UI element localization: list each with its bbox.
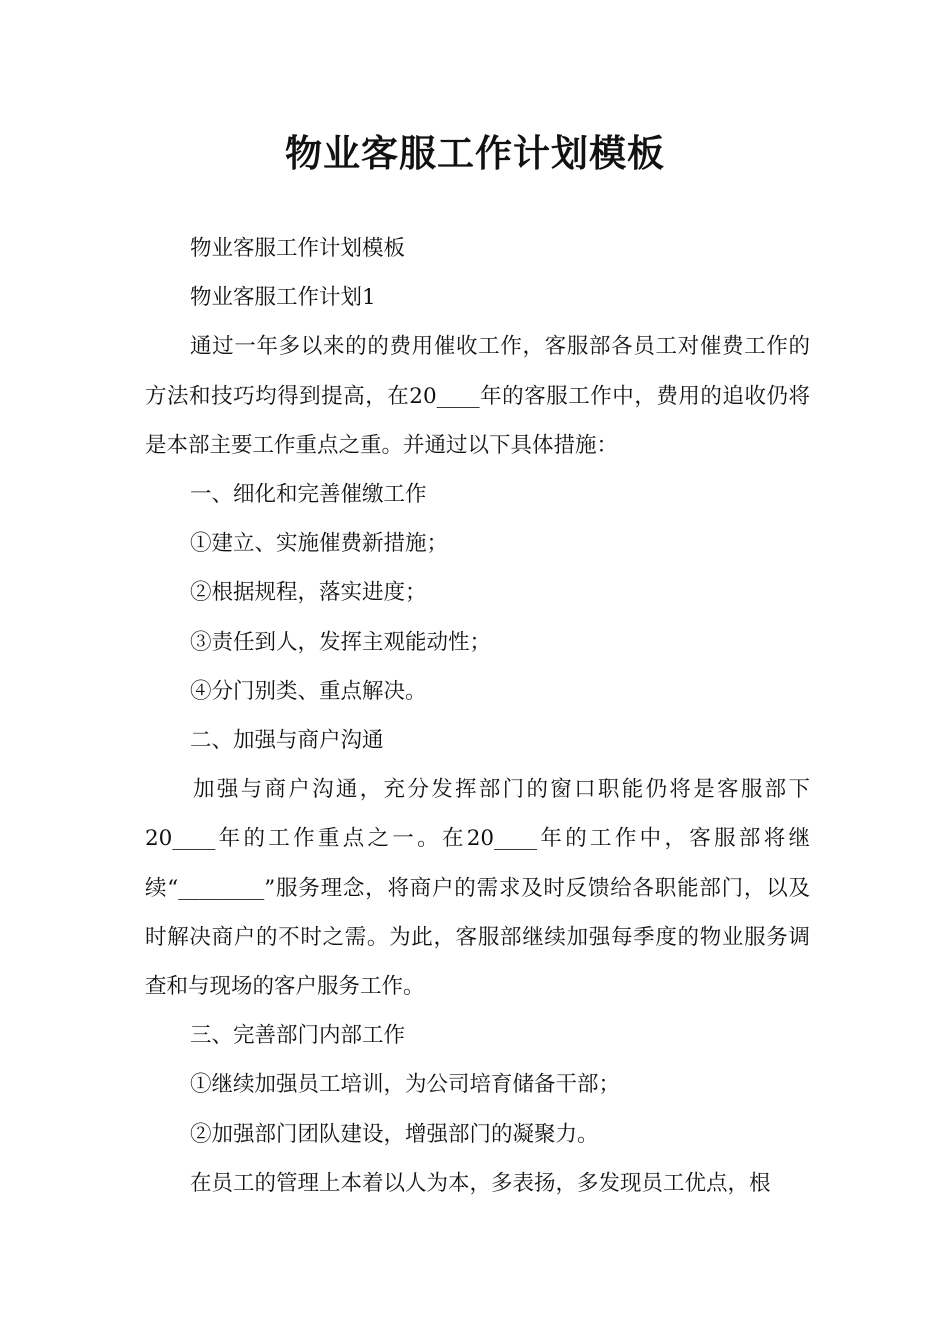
list-item-1-4: ④分门别类、重点解决。 <box>190 678 427 704</box>
document-title: 物业客服工作计划模板 <box>285 131 665 175</box>
section-heading-3: 三、完善部门内部工作 <box>190 1023 406 1049</box>
list-item-3-2: ②加强部门团队建设，增强部门的凝聚力。 <box>190 1121 599 1147</box>
paragraph-intro: 通过一年多以来的的费用催收工作，客服部各员工对催费工作的方法和技巧均得到提高，在20____年的客服工作中，费用的追收仍将是本部主要工作重点之重。并通过以下具体措施： <box>145 334 810 458</box>
document-body <box>145 224 810 1208</box>
section-heading-1: 一、细化和完善催缴工作 <box>190 482 427 508</box>
section-heading-2: 二、加强与商户沟通 <box>190 728 384 754</box>
paragraph-plan-heading: 物业客服工作计划1 <box>190 285 376 311</box>
list-item-1-1: ①建立、实施催费新措施； <box>190 531 449 557</box>
paragraph-subtitle: 物业客服工作计划模板 <box>190 236 406 261</box>
list-item-1-2: ②根据规程，落实进度； <box>190 580 427 606</box>
paragraph-communication: 加强与商户沟通，充分发挥部门的窗口职能仍将是客服部下20____年的工作重点之一。在20____年的工作中，客服部将继续“________”服务理念，将商户的需求及时反馈给各职能部门，以及时解决商户的不时之需。为此，客服部继续加强每季度的物业服务调查和与现场的客户服务工作。 <box>145 777 810 1000</box>
list-item-3-1: ①继续加强员工培训，为公司培育储备干部； <box>190 1072 621 1098</box>
list-item-1-3: ③责任到人，发挥主观能动性； <box>190 629 492 655</box>
paragraph-staff-management: 在员工的管理上本着以人为本，多表扬，多发现员工优点，根 <box>190 1170 771 1196</box>
